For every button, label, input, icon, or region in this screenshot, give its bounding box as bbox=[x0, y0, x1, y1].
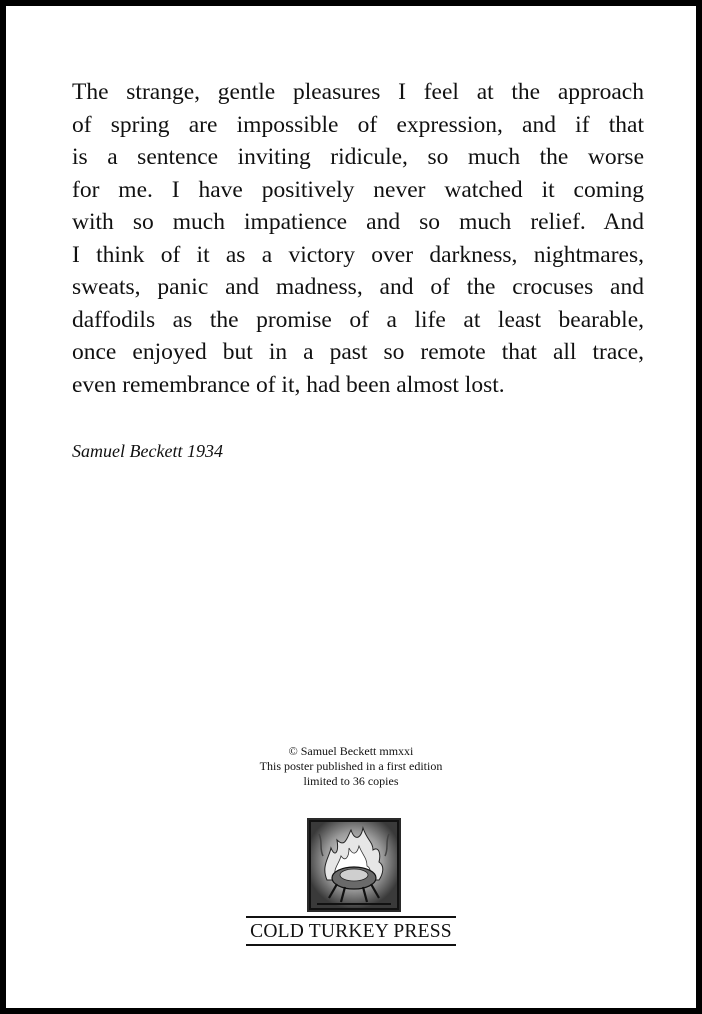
edition-note: This poster published in a first edition bbox=[259, 759, 443, 773]
quote-line: The strange, gentle pleasures I feel at the approach bbox=[72, 79, 644, 105]
quote-line: of spring are impossible of expression, and if that bbox=[72, 111, 644, 138]
press-name-label: COLD TURKEY PRESS bbox=[246, 916, 456, 946]
colophon bbox=[6, 744, 696, 789]
quote-attribution: Samuel Beckett 1934 bbox=[72, 441, 223, 461]
quote-line: even remembrance of it, had been almost lost. bbox=[72, 371, 505, 398]
quote-line: is a sentence inviting ridicule, so much the worse bbox=[72, 144, 644, 170]
quote-line: with so much impatience and so much relief. And bbox=[72, 209, 644, 235]
quote-text bbox=[72, 76, 644, 401]
quote-line: once enjoyed but in a past so remote that all trace, bbox=[72, 339, 644, 365]
quote-line: I think of it as a victory over darkness, nightmares, bbox=[72, 241, 644, 268]
quote-line: daffodils as the promise of a life at least bearable, bbox=[72, 306, 644, 333]
edition-note: limited to 36 copies bbox=[303, 774, 399, 788]
quote-line: sweats, panic and madness, and of the crocuses and bbox=[72, 274, 644, 300]
poster-sheet bbox=[6, 6, 696, 1008]
press-name bbox=[6, 916, 696, 946]
flaming-turkey-emblem-icon bbox=[307, 818, 401, 912]
copyright-notice: © Samuel Beckett mmxxi bbox=[288, 744, 414, 758]
quote-line: for me. I have positively never watched it coming bbox=[72, 176, 644, 203]
